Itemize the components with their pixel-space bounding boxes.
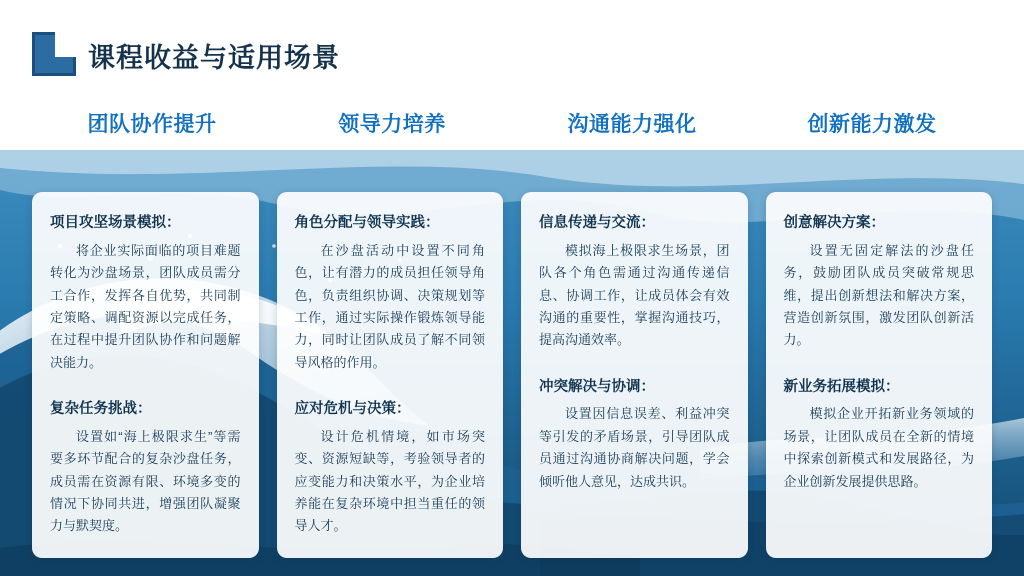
column-heading-team: 团队协作提升 [87,113,217,136]
column-heading-innovation: 创新能力激发 [807,113,937,136]
card-block [539,214,730,352]
card-block [50,400,241,538]
page-title: 课程收益与适用场景 [88,43,340,73]
block-title: 冲突解决与协调： [539,378,655,395]
block-body: 模拟海上极限求生场景，团队各个角色需通过沟通传递信息、协调工作，让成员体会有效沟通的重要性，掌握沟通技巧，提高沟通效率。 [539,242,730,348]
card-block [50,214,241,374]
column-headings [32,108,992,138]
card-leadership [277,192,504,558]
content-cards [32,192,992,558]
block-title: 复杂任务挑战： [50,401,152,417]
block-body: 设置如“海上极限求生”等需要多环节配合的复杂沙盘任务，成员需在资源有限、环境多变的情况下协同共进，增强团队凝聚力与默契度。 [50,428,241,534]
column-heading-communication: 沟通能力强化 [567,113,697,136]
block-title: 应对危机与决策： [294,401,411,417]
block-body: 模拟企业开拓新业务领域的场景，让团队成员在全新的情境中探索创新模式和发展路径，为企业创新发展提供思路。 [783,406,974,489]
block-body: 设置因信息误差、利益冲突等引发的矛盾场景，引导团队成员通过沟通协商解决问题，学会倾听他人意见，达成共识。 [539,406,730,489]
card-team-collaboration [32,192,259,558]
card-communication [521,192,748,558]
column-heading-leadership: 领导力培养 [338,113,446,136]
decorative-square-icon [32,32,76,76]
block-body: 设置无固定解法的沙盘任务，鼓励团队成员突破常规思维，提出创新想法和解决方案，营造创新氛围，激发团队创新活力。 [783,242,974,348]
block-body: 在沙盘活动中设置不同角色，让有潜力的成员担任领导角色，负责组织协调、决策规划等工作，通过实际操作锻炼领导能力，同时让团队成员了解不同领导风格的作用。 [294,242,485,370]
card-block [295,214,486,374]
block-body: 将企业实际面临的项目难题转化为沙盘场景，团队成员需分工合作，发挥各自优势，共同制定策略、调配资源以完成任务，在过程中提升团队协作和问题解决能力。 [50,242,241,370]
card-innovation [766,192,993,558]
card-block [784,214,975,352]
block-title: 角色分配与领导实践： [294,215,440,231]
card-block [784,378,975,493]
block-title: 项目攻坚场景模拟： [50,215,181,231]
block-title: 创意解决方案： [783,215,885,231]
block-body: 设计危机情境，如市场突变、资源短缺等，考验领导者的应变能力和决策水平，为企业培养能在复杂环境中担当重任的领导人才。 [294,428,485,534]
card-block [295,400,486,538]
block-title: 新业务拓展模拟： [783,378,900,395]
block-title: 信息传递与交流： [539,215,655,231]
card-block [539,378,730,493]
